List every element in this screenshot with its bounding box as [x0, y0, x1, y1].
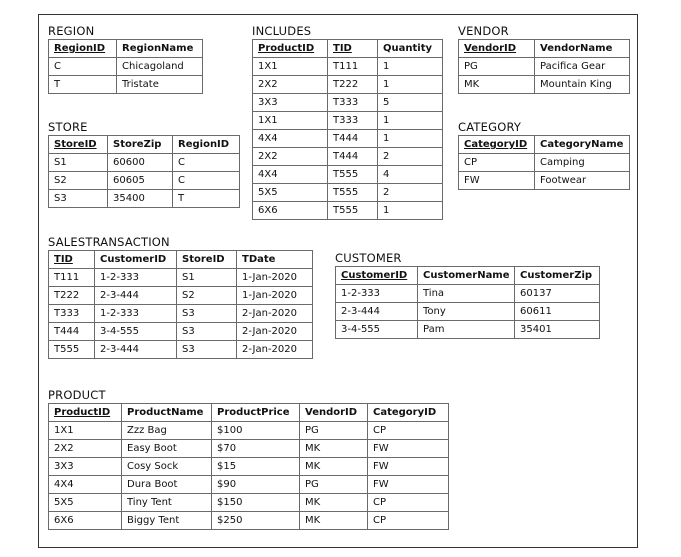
table-row — [49, 76, 203, 94]
table-cell: S3 — [177, 305, 237, 323]
table-cell: 2 — [378, 184, 443, 202]
table-title: CATEGORY — [458, 120, 522, 134]
table-cell: 4X4 — [253, 166, 328, 184]
table-cell: 1-2-333 — [95, 269, 177, 287]
table-cell: S1 — [49, 154, 108, 172]
table-cell: Tony — [418, 303, 515, 321]
table-cell: T555 — [328, 166, 378, 184]
table-cell: 1 — [378, 202, 443, 220]
table-cell: CP — [368, 512, 449, 530]
table-title: VENDOR — [458, 24, 509, 38]
table-cell: 2-3-444 — [95, 341, 177, 359]
data-grid — [48, 250, 313, 359]
table-cell: Tristate — [117, 76, 203, 94]
table-cell: T333 — [328, 112, 378, 130]
table-title: INCLUDES — [252, 24, 312, 38]
table-cell: T222 — [328, 76, 378, 94]
table-cell: 60600 — [108, 154, 173, 172]
table-cell: 5X5 — [49, 494, 122, 512]
table-cell: 5X5 — [253, 184, 328, 202]
table-row — [49, 440, 449, 458]
table-cell: $150 — [212, 494, 300, 512]
header-row — [459, 40, 630, 58]
column-header: VendorName — [535, 40, 630, 58]
table-cell: 1 — [378, 130, 443, 148]
table-row — [49, 269, 313, 287]
table-row — [253, 166, 443, 184]
column-header: RegionID — [173, 136, 240, 154]
table-cell: 4X4 — [49, 476, 122, 494]
table-row — [253, 58, 443, 76]
table-cell: FW — [459, 172, 535, 190]
column-header: CategoryName — [535, 136, 630, 154]
table-row — [253, 94, 443, 112]
salestransaction-table — [48, 235, 313, 359]
table-cell: S3 — [49, 190, 108, 208]
table-cell: Pam — [418, 321, 515, 339]
table-cell: S2 — [177, 287, 237, 305]
table-cell: 2X2 — [253, 148, 328, 166]
category-table — [458, 120, 630, 190]
table-cell: 3X3 — [49, 458, 122, 476]
table-cell: 2-Jan-2020 — [237, 341, 313, 359]
table-cell: T444 — [49, 323, 95, 341]
table-row — [459, 76, 630, 94]
table-cell: 5 — [378, 94, 443, 112]
table-title: STORE — [48, 120, 88, 134]
table-cell: 2 — [378, 148, 443, 166]
table-cell: T444 — [328, 148, 378, 166]
table-row — [49, 512, 449, 530]
table-cell: PG — [459, 58, 535, 76]
table-cell: FW — [368, 476, 449, 494]
header-row — [49, 136, 240, 154]
table-row — [49, 305, 313, 323]
data-grid — [335, 266, 600, 339]
table-title: SALESTRANSACTION — [48, 235, 170, 249]
header-row — [49, 251, 313, 269]
table-cell: 1-2-333 — [336, 285, 418, 303]
table-row — [49, 58, 203, 76]
column-header: TDate — [237, 251, 313, 269]
column-header: VendorID — [300, 404, 368, 422]
table-cell: T222 — [49, 287, 95, 305]
table-cell: T333 — [328, 94, 378, 112]
table-cell: T111 — [49, 269, 95, 287]
table-cell: FW — [368, 440, 449, 458]
includes-table — [252, 24, 443, 220]
table-cell: C — [173, 154, 240, 172]
table-cell: 60605 — [108, 172, 173, 190]
table-row — [336, 303, 600, 321]
table-cell: Pacifica Gear — [535, 58, 630, 76]
table-cell: $250 — [212, 512, 300, 530]
table-cell: PG — [300, 422, 368, 440]
table-cell: C — [173, 172, 240, 190]
table-cell: T444 — [328, 130, 378, 148]
table-cell: PG — [300, 476, 368, 494]
table-cell: 4X4 — [253, 130, 328, 148]
header-row — [459, 136, 630, 154]
table-title: CUSTOMER — [335, 251, 402, 265]
table-cell: 1 — [378, 76, 443, 94]
table-cell: 60137 — [515, 285, 600, 303]
column-header: CategoryID — [368, 404, 449, 422]
table-cell: 1X1 — [49, 422, 122, 440]
table-cell: Tina — [418, 285, 515, 303]
table-cell: 60611 — [515, 303, 600, 321]
table-cell: 6X6 — [253, 202, 328, 220]
table-cell: S2 — [49, 172, 108, 190]
table-cell: $70 — [212, 440, 300, 458]
table-cell: 1-2-333 — [95, 305, 177, 323]
data-grid — [48, 135, 240, 208]
table-cell: 2-Jan-2020 — [237, 323, 313, 341]
column-header: Quantity — [378, 40, 443, 58]
table-cell: Mountain King — [535, 76, 630, 94]
table-row — [49, 154, 240, 172]
header-row — [253, 40, 443, 58]
column-header: StoreID — [49, 136, 108, 154]
column-header: CustomerZip — [515, 267, 600, 285]
table-cell: CP — [368, 422, 449, 440]
table-cell: 35401 — [515, 321, 600, 339]
data-grid — [458, 39, 630, 94]
table-cell: T555 — [328, 202, 378, 220]
table-cell: T333 — [49, 305, 95, 323]
column-header: ProductID — [49, 404, 122, 422]
table-cell: $100 — [212, 422, 300, 440]
table-cell: 6X6 — [49, 512, 122, 530]
header-row — [49, 404, 449, 422]
table-row — [49, 341, 313, 359]
table-cell: Footwear — [535, 172, 630, 190]
table-cell: 35400 — [108, 190, 173, 208]
table-cell: Cosy Sock — [122, 458, 212, 476]
data-grid — [458, 135, 630, 190]
table-row — [336, 285, 600, 303]
column-header: RegionName — [117, 40, 203, 58]
table-cell: 1-Jan-2020 — [237, 287, 313, 305]
column-header: CustomerID — [336, 267, 418, 285]
column-header: RegionID — [49, 40, 117, 58]
column-header: StoreID — [177, 251, 237, 269]
table-cell: MK — [459, 76, 535, 94]
data-grid — [252, 39, 443, 220]
table-cell: T555 — [49, 341, 95, 359]
store-table — [48, 120, 240, 208]
column-header: StoreZip — [108, 136, 173, 154]
table-cell: MK — [300, 512, 368, 530]
column-header: ProductID — [253, 40, 328, 58]
column-header: ProductPrice — [212, 404, 300, 422]
table-cell: FW — [368, 458, 449, 476]
column-header: TID — [49, 251, 95, 269]
table-cell: S1 — [177, 269, 237, 287]
table-title: REGION — [48, 24, 95, 38]
column-header: ProductName — [122, 404, 212, 422]
table-cell: 2X2 — [253, 76, 328, 94]
table-cell: Dura Boot — [122, 476, 212, 494]
table-cell: 1X1 — [253, 112, 328, 130]
column-header: CategoryID — [459, 136, 535, 154]
table-cell: CP — [368, 494, 449, 512]
column-header: TID — [328, 40, 378, 58]
table-row — [49, 476, 449, 494]
table-row — [253, 148, 443, 166]
table-row — [253, 202, 443, 220]
table-row — [459, 172, 630, 190]
table-cell: S3 — [177, 323, 237, 341]
product-table — [48, 388, 449, 530]
table-cell: 2-Jan-2020 — [237, 305, 313, 323]
table-cell: 1-Jan-2020 — [237, 269, 313, 287]
table-row — [49, 190, 240, 208]
table-cell: C — [49, 58, 117, 76]
table-row — [49, 422, 449, 440]
table-row — [49, 458, 449, 476]
column-header: CustomerID — [95, 251, 177, 269]
table-cell: MK — [300, 458, 368, 476]
header-row — [49, 40, 203, 58]
table-cell: $15 — [212, 458, 300, 476]
table-cell: CP — [459, 154, 535, 172]
table-cell: Easy Boot — [122, 440, 212, 458]
table-row — [336, 321, 600, 339]
data-grid — [48, 39, 203, 94]
region-table — [48, 24, 203, 94]
table-cell: 2X2 — [49, 440, 122, 458]
table-cell: 3-4-555 — [336, 321, 418, 339]
table-cell: 1 — [378, 58, 443, 76]
table-cell: MK — [300, 440, 368, 458]
table-row — [253, 130, 443, 148]
table-cell: 3-4-555 — [95, 323, 177, 341]
table-cell: Tiny Tent — [122, 494, 212, 512]
table-cell: Camping — [535, 154, 630, 172]
table-cell: 2-3-444 — [95, 287, 177, 305]
column-header: CustomerName — [418, 267, 515, 285]
table-cell: Zzz Bag — [122, 422, 212, 440]
table-cell: $90 — [212, 476, 300, 494]
table-cell: 4 — [378, 166, 443, 184]
table-cell: 2-3-444 — [336, 303, 418, 321]
header-row — [336, 267, 600, 285]
table-row — [49, 323, 313, 341]
table-row — [253, 112, 443, 130]
column-header: VendorID — [459, 40, 535, 58]
data-grid — [48, 403, 449, 530]
table-row — [49, 494, 449, 512]
table-row — [49, 287, 313, 305]
table-row — [459, 58, 630, 76]
table-cell: T — [49, 76, 117, 94]
table-cell: T555 — [328, 184, 378, 202]
table-cell: T — [173, 190, 240, 208]
table-title: PRODUCT — [48, 388, 106, 402]
table-row — [459, 154, 630, 172]
vendor-table — [458, 24, 630, 94]
customer-table — [335, 251, 600, 339]
table-row — [49, 172, 240, 190]
table-cell: 3X3 — [253, 94, 328, 112]
table-cell: Chicagoland — [117, 58, 203, 76]
table-cell: 1 — [378, 112, 443, 130]
table-cell: 1X1 — [253, 58, 328, 76]
table-cell: T111 — [328, 58, 378, 76]
table-cell: S3 — [177, 341, 237, 359]
table-cell: MK — [300, 494, 368, 512]
table-row — [253, 76, 443, 94]
table-cell: Biggy Tent — [122, 512, 212, 530]
table-row — [253, 184, 443, 202]
